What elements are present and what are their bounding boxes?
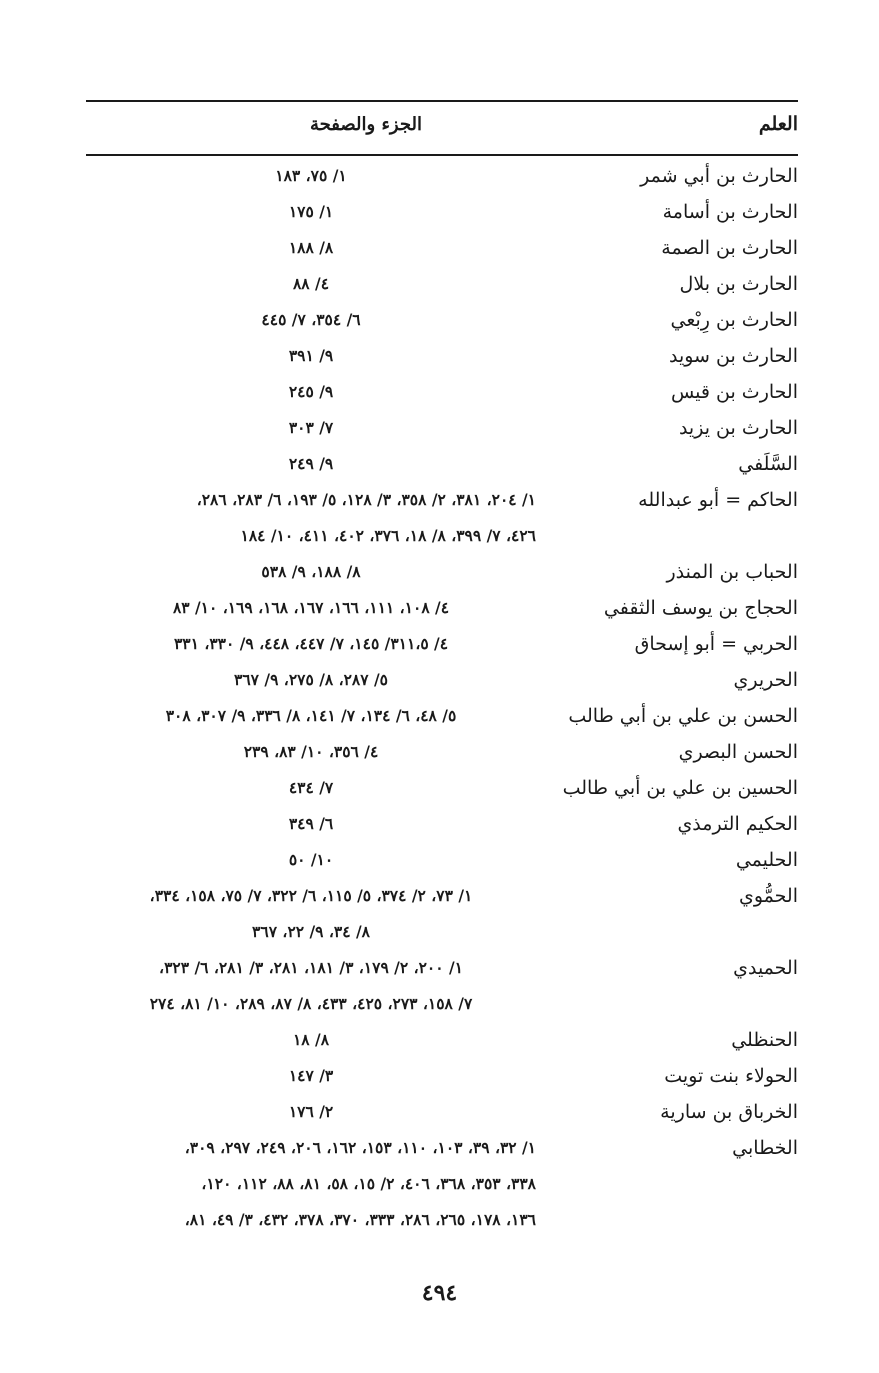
entry-name: الحميدي bbox=[733, 957, 798, 979]
entry-references bbox=[86, 338, 536, 374]
index-entry bbox=[86, 446, 798, 482]
index-entry bbox=[86, 1130, 798, 1238]
reference-line: ٧/ ١٥٨، ٢٧٣، ٤٢٥، ٤٣٣، ٨/ ٨٧، ٢٨٩، ١٠/ ٨١، ٢٧٤ bbox=[149, 994, 473, 1013]
entry-references bbox=[86, 410, 536, 446]
table-header bbox=[86, 102, 798, 146]
index-entry bbox=[86, 302, 798, 338]
entry-references bbox=[86, 878, 536, 950]
header-refs: الجزء والصفحة bbox=[310, 113, 422, 135]
reference-line: ٨/ ١٨٨ bbox=[288, 238, 334, 257]
reference-line: ٩/ ٢٤٩ bbox=[288, 454, 334, 473]
index-page bbox=[86, 100, 798, 1238]
entry-name: الحارث بن أبي شمر bbox=[640, 165, 798, 187]
reference-line: ١/ ٢٠٤، ٣٨١، ٢/ ٣٥٨، ٣/ ١٢٨، ٥/ ١٩٣، ٦/ ٢٨٣، ٢٨٦، bbox=[196, 490, 536, 509]
entry-references bbox=[86, 806, 536, 842]
reference-line: ١٣٦، ١٧٨، ٢٦٥، ٢٨٦، ٣٣٣، ٣٧٠، ٣٧٨، ٤٣٢، ٣/ ٤٩، ٨١، bbox=[184, 1210, 536, 1229]
reference-line: ٥/ ٤٨، ٦/ ١٣٤، ٧/ ١٤١، ٨/ ٣٣٦، ٩/ ٣٠٧، ٣٠٨ bbox=[165, 706, 457, 725]
index-entry bbox=[86, 194, 798, 230]
index-entry bbox=[86, 698, 798, 734]
entry-name: الحارث بن قيس bbox=[670, 381, 798, 403]
entry-references bbox=[86, 266, 536, 302]
reference-line: ٨/ ١٨ bbox=[292, 1030, 330, 1049]
entry-references bbox=[86, 374, 536, 410]
entry-name: الحسن بن علي بن أبي طالب bbox=[568, 705, 798, 727]
reference-line: ٨/ ٣٤، ٩/ ٢٢، ٣٦٧ bbox=[252, 922, 370, 941]
entry-references bbox=[86, 1022, 536, 1058]
entry-references bbox=[86, 1058, 536, 1094]
entry-name: السَّلَفي bbox=[738, 453, 798, 475]
entry-references bbox=[86, 1094, 536, 1130]
reference-line: ٤٢٦، ٧/ ٣٩٩، ٨/ ١٨، ٣٧٦، ٤٠٢، ٤١١، ١٠/ ١٨٤ bbox=[240, 526, 536, 545]
index-entry bbox=[86, 662, 798, 698]
entry-name: الحسين بن علي بن أبي طالب bbox=[562, 777, 798, 799]
index-entry bbox=[86, 842, 798, 878]
reference-line: ١/ ٣٢، ٣٩، ١٠٣، ١١٠، ١٥٣، ١٦٢، ٢٠٦، ٢٤٩، ٢٩٧، ٣٠٩، bbox=[184, 1138, 536, 1157]
entry-name: الحريري bbox=[733, 669, 798, 691]
entry-references bbox=[86, 482, 536, 554]
entry-name: الحسن البصري bbox=[678, 741, 798, 763]
reference-line: ١/ ٧٥، ١٨٣ bbox=[275, 166, 347, 185]
page-number: ٤٩٤ bbox=[421, 1280, 458, 1306]
index-entry bbox=[86, 158, 798, 194]
entry-name: الحجاج بن يوسف الثقفي bbox=[603, 597, 798, 619]
reference-line: ٣٣٨، ٣٥٣، ٣٦٨، ٤٠٦، ٢/ ١٥، ٥٨، ٨١، ٨٨، ١١٢، ١٢٠، bbox=[201, 1174, 536, 1193]
reference-line: ٦/ ٣٥٤، ٧/ ٤٤٥ bbox=[261, 310, 361, 329]
index-entry bbox=[86, 806, 798, 842]
entry-name: الحكيم الترمذي bbox=[677, 813, 798, 835]
index-entry bbox=[86, 230, 798, 266]
index-entry bbox=[86, 626, 798, 662]
entry-references bbox=[86, 554, 536, 590]
index-entries bbox=[86, 158, 798, 1238]
entry-references bbox=[86, 626, 536, 662]
reference-line: ٤/ ٨٨ bbox=[292, 274, 330, 293]
index-entry bbox=[86, 1094, 798, 1130]
index-entry bbox=[86, 266, 798, 302]
reference-line: ٩/ ٢٤٥ bbox=[288, 382, 334, 401]
reference-line: ٤/ ٣١١،٥/ ١٤٥، ٧/ ٤٤٧، ٤٤٨، ٩/ ٣٣٠، ٣٣١ bbox=[173, 634, 449, 653]
entry-name: الحولاء بنت تويت bbox=[664, 1065, 798, 1087]
index-entry bbox=[86, 1058, 798, 1094]
entry-name: الحارث بن الصمة bbox=[661, 237, 798, 259]
index-entry bbox=[86, 770, 798, 806]
index-entry bbox=[86, 590, 798, 626]
entry-references bbox=[86, 950, 536, 1022]
entry-name: الحارث بن بلال bbox=[679, 273, 798, 295]
entry-name: الحاكم = أبو عبدالله bbox=[638, 489, 798, 511]
reference-line: ١/ ١٧٥ bbox=[288, 202, 334, 221]
reference-line: ٧/ ٤٣٤ bbox=[288, 778, 334, 797]
index-entry bbox=[86, 554, 798, 590]
reference-line: ٩/ ٣٩١ bbox=[288, 346, 334, 365]
entry-references bbox=[86, 446, 536, 482]
reference-line: ٤/ ١٠٨، ١١١، ١٦٦، ١٦٧، ١٦٨، ١٦٩، ١٠/ ٨٣ bbox=[172, 598, 450, 617]
entry-references bbox=[86, 230, 536, 266]
entry-name: الخطابي bbox=[732, 1137, 798, 1159]
entry-references bbox=[86, 662, 536, 698]
entry-name: الخرباق بن سارية bbox=[660, 1101, 798, 1123]
reference-line: ٦/ ٣٤٩ bbox=[288, 814, 334, 833]
header-name: العلم bbox=[758, 113, 798, 135]
reference-line: ٥/ ٢٨٧، ٨/ ٢٧٥، ٩/ ٣٦٧ bbox=[234, 670, 388, 689]
entry-references bbox=[86, 734, 536, 770]
entry-references bbox=[86, 590, 536, 626]
reference-line: ٤/ ٣٥٦، ١٠/ ٨٣، ٢٣٩ bbox=[243, 742, 379, 761]
entry-references bbox=[86, 842, 536, 878]
entry-name: الحارث بن سويد bbox=[668, 345, 798, 367]
entry-name: الحربي = أبو إسحاق bbox=[634, 633, 798, 655]
reference-line: ١٠/ ٥٠ bbox=[288, 850, 334, 869]
reference-line: ٧/ ٣٠٣ bbox=[288, 418, 334, 437]
entry-references bbox=[86, 698, 536, 734]
index-entry bbox=[86, 410, 798, 446]
entry-references bbox=[86, 302, 536, 338]
entry-references bbox=[86, 770, 536, 806]
index-entry bbox=[86, 374, 798, 410]
entry-name: الحارث بن أسامة bbox=[662, 201, 798, 223]
reference-line: ١/ ٢٠٠، ٢/ ١٧٩، ٣/ ١٨١، ٢٨١، ٣/ ٢٨١، ٦/ ٣٢٣، bbox=[159, 958, 463, 977]
index-entry bbox=[86, 950, 798, 1022]
entry-name: الحمُّوي bbox=[738, 885, 798, 907]
entry-name: الحباب بن المنذر bbox=[666, 561, 798, 583]
entry-name: الحليمي bbox=[735, 849, 798, 871]
index-entry bbox=[86, 734, 798, 770]
reference-line: ٨/ ١٨٨، ٩/ ٥٣٨ bbox=[261, 562, 361, 581]
entry-name: الحارث بن يزيد bbox=[678, 417, 798, 439]
index-entry bbox=[86, 1022, 798, 1058]
entry-references bbox=[86, 194, 536, 230]
entry-references bbox=[86, 1130, 536, 1238]
index-entry bbox=[86, 482, 798, 554]
entry-references bbox=[86, 158, 536, 194]
entry-name: الحارث بن رِبْعي bbox=[670, 309, 798, 331]
index-entry bbox=[86, 338, 798, 374]
reference-line: ٢/ ١٧٦ bbox=[288, 1102, 334, 1121]
reference-line: ١/ ٧٣، ٢/ ٣٧٤، ٥/ ١١٥، ٦/ ٣٢٢، ٧/ ٧٥، ١٥٨، ٣٣٤، bbox=[149, 886, 473, 905]
reference-line: ٣/ ١٤٧ bbox=[288, 1066, 334, 1085]
header-rule bbox=[86, 154, 798, 156]
index-entry bbox=[86, 878, 798, 950]
entry-name: الحنظلي bbox=[731, 1029, 798, 1051]
